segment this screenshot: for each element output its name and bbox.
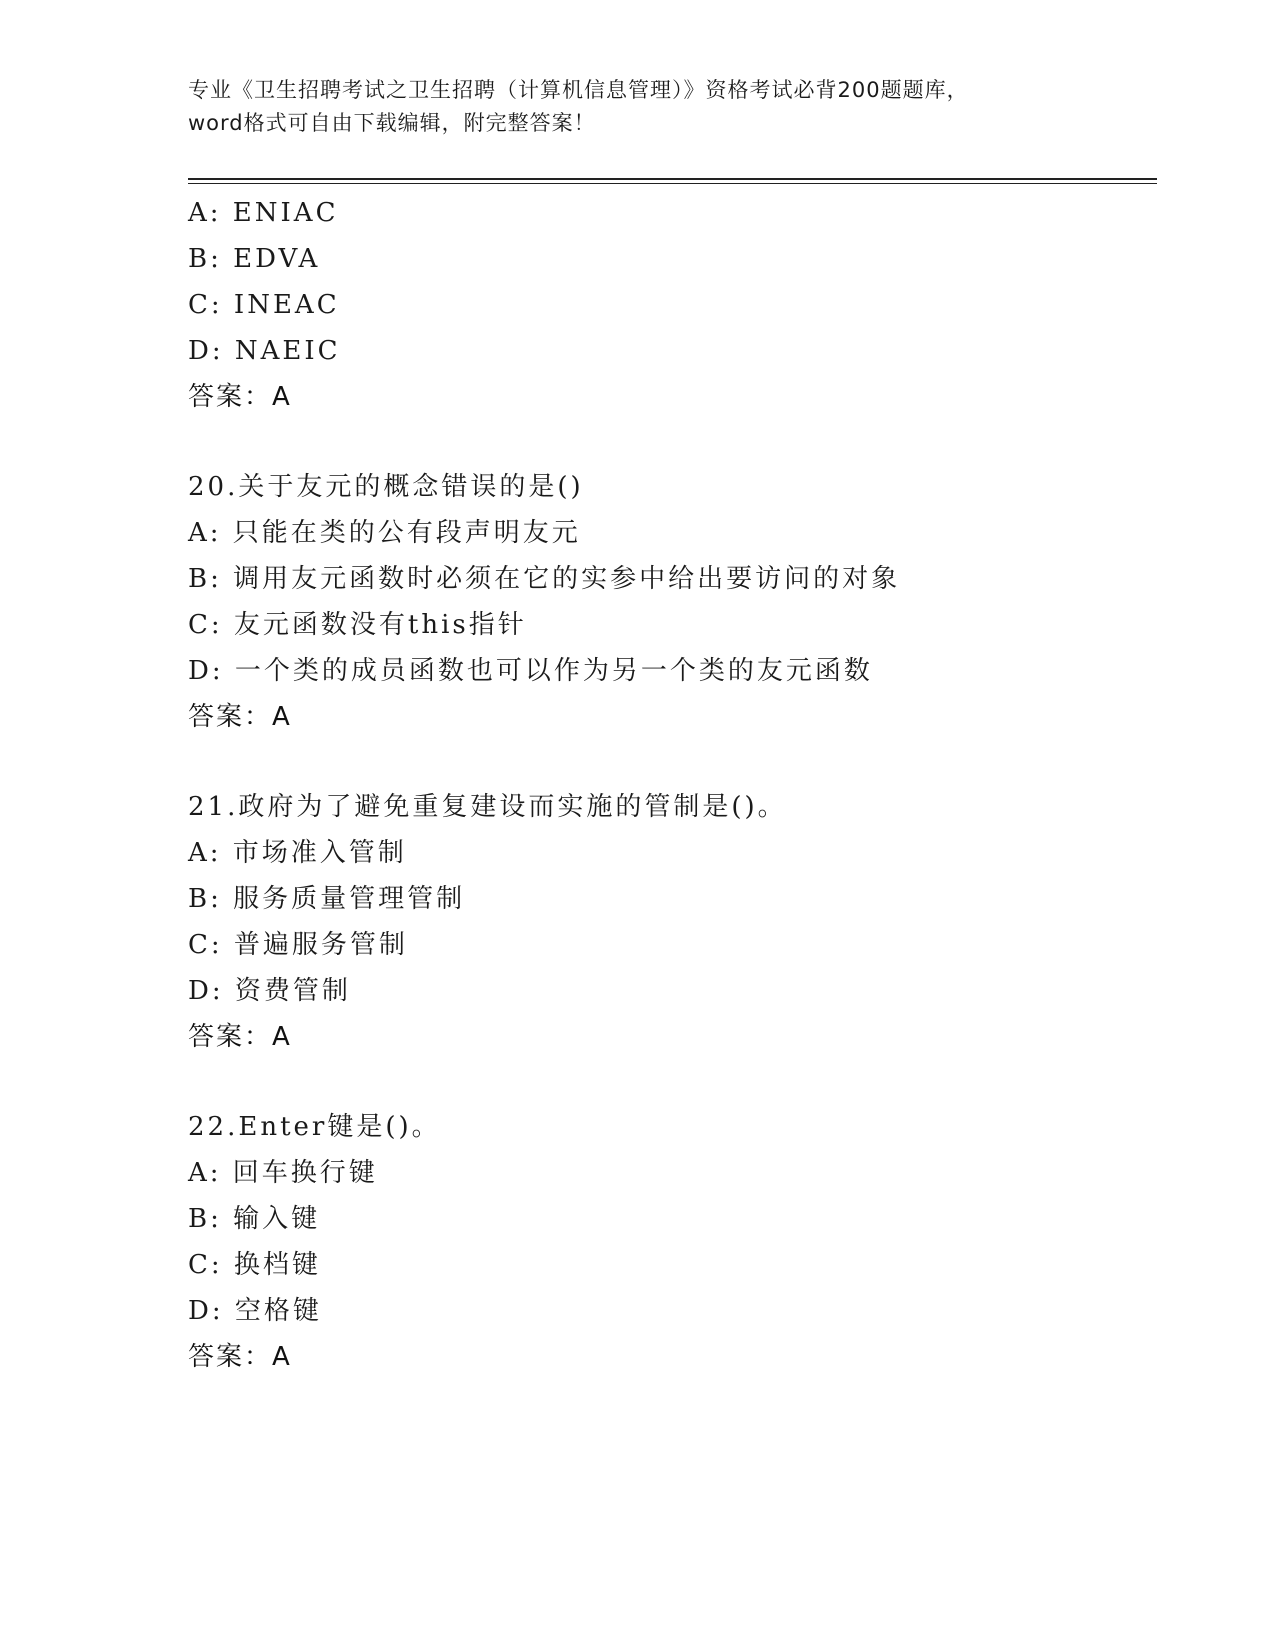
header-divider	[188, 178, 1157, 184]
question-spacer	[188, 420, 1148, 464]
answer-line: 答案：A	[188, 1342, 292, 1372]
option-d: D: 资费管制	[188, 976, 351, 1006]
option-d: D: 一个类的成员函数也可以作为另一个类的友元函数	[188, 656, 873, 686]
question-21	[188, 784, 1148, 1060]
option-b: B: 服务质量管理管制	[188, 884, 466, 914]
question-stem: 21.政府为了避免重复建设而实施的管制是()。	[188, 792, 787, 822]
option-c: C: 普遍服务管制	[188, 930, 408, 960]
option-c: C: 换档键	[188, 1250, 321, 1280]
option-c: C: 友元函数没有this指针	[188, 610, 527, 640]
option-b: B: 输入键	[188, 1204, 321, 1234]
question-22	[188, 1104, 1148, 1380]
question-19	[188, 190, 1148, 420]
option-b: B: EDVA	[188, 244, 321, 274]
document-header	[188, 74, 1088, 140]
option-d: D: 空格键	[188, 1296, 322, 1326]
header-title-line-1: 专业《卫生招聘考试之卫生招聘（计算机信息管理）》资格考试必背200题题库，	[188, 78, 969, 102]
option-d: D: NAEIC	[188, 336, 341, 366]
option-c: C: INEAC	[188, 290, 340, 320]
question-20	[188, 464, 1148, 740]
option-a: A: 市场准入管制	[188, 838, 407, 868]
question-spacer	[188, 1060, 1148, 1104]
answer-line: 答案：A	[188, 702, 292, 732]
question-stem: 22.Enter键是()。	[188, 1112, 441, 1142]
question-spacer	[188, 740, 1148, 784]
question-stem: 20.关于友元的概念错误的是()	[188, 472, 584, 502]
option-a: A: 回车换行键	[188, 1158, 378, 1188]
option-b: B: 调用友元函数时必须在它的实参中给出要访问的对象	[188, 564, 901, 594]
answer-line: 答案：A	[188, 1022, 292, 1052]
option-a: A: ENIAC	[188, 198, 339, 228]
answer-line: 答案：A	[188, 382, 292, 412]
question-list	[188, 190, 1148, 1380]
header-title-line-2: word格式可自由下载编辑，附完整答案！	[188, 111, 596, 135]
option-a: A: 只能在类的公有段声明友元	[188, 518, 581, 548]
